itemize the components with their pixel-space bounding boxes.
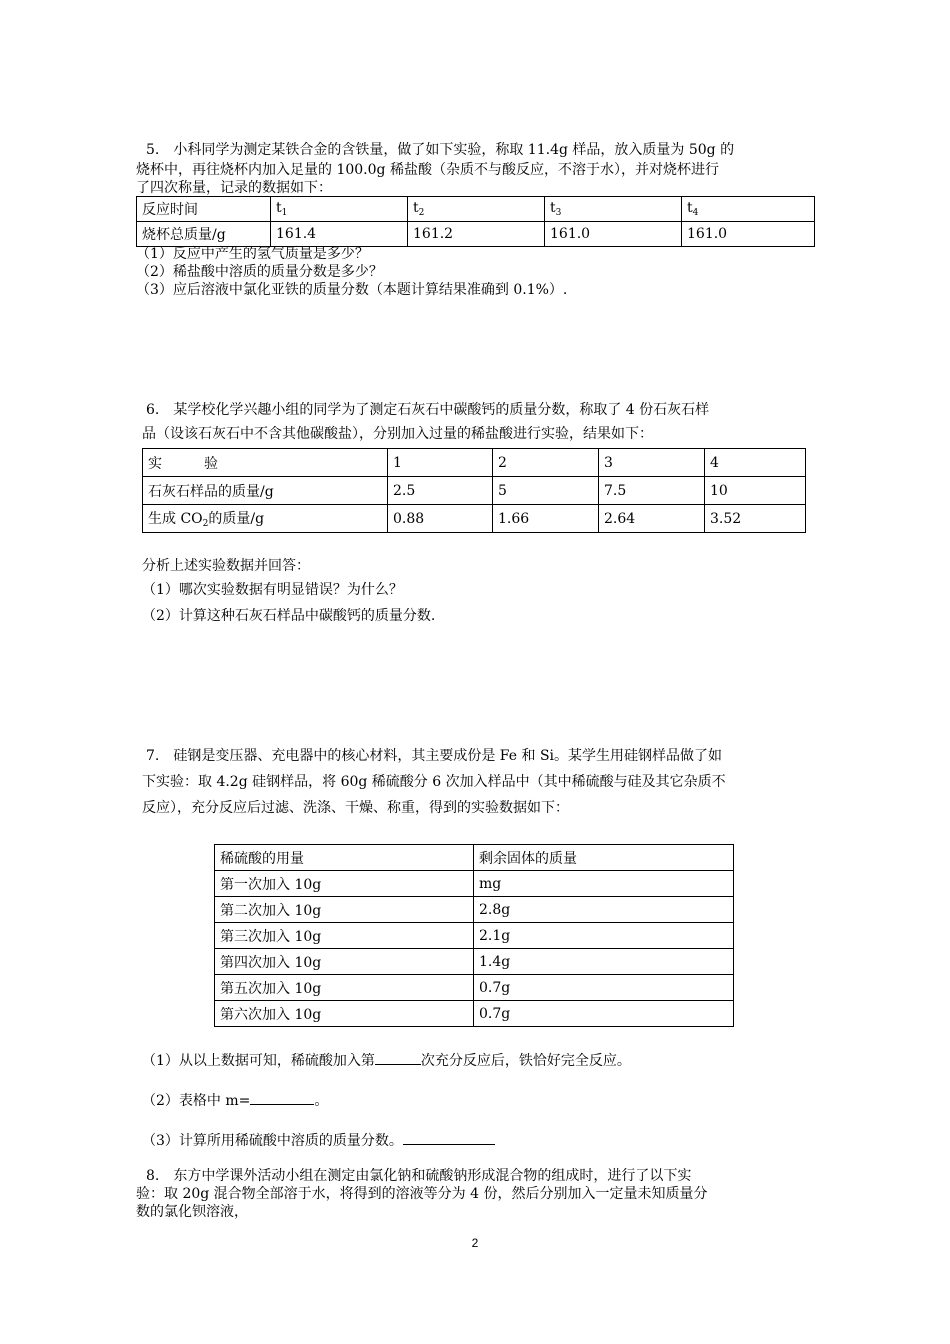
table-row	[215, 923, 734, 949]
q5-table	[136, 196, 815, 247]
q7-question-3: （3）计算所用稀硫酸中溶质的质量分数。	[142, 1130, 495, 1152]
table-cell: 2.1g	[474, 923, 734, 949]
table-row	[215, 845, 734, 871]
table-row	[137, 197, 815, 222]
table-cell: 3	[599, 449, 705, 477]
table-cell: 第三次加入 10g	[215, 923, 474, 949]
q5-question-1: （1）反应中产生的氢气质量是多少？	[136, 246, 369, 262]
q6-question-2: （2）计算这种石灰石样品中碳酸钙的质量分数.	[142, 608, 436, 624]
table-cell: 1.66	[493, 505, 599, 533]
table-cell: 7.5	[599, 477, 705, 505]
q7-question-2: （2）表格中 m= 。	[142, 1090, 328, 1112]
page-number: 2	[471, 1236, 479, 1250]
table-cell: 第六次加入 10g	[215, 1001, 474, 1027]
table-cell: 5	[493, 477, 599, 505]
table-cell: $t_1$	[271, 197, 408, 222]
table-cell: $t_2$	[408, 197, 545, 222]
table-cell: 稀硫酸的用量	[215, 845, 474, 871]
table-row	[215, 897, 734, 923]
q8-line-3: 数的氯化钡溶液，	[136, 1204, 248, 1220]
q6-table	[142, 448, 806, 533]
answer-blank[interactable]	[403, 1130, 495, 1145]
table-cell: 2.5	[388, 477, 493, 505]
table-cell: 161.0	[682, 222, 815, 247]
answer-blank[interactable]	[250, 1090, 314, 1105]
table-cell: $t_3$	[545, 197, 682, 222]
q7-line-3: 反应），充分反应后过滤、洗涤、干燥、称重，得到的实验数据如下：	[142, 800, 569, 816]
q5-line-3: 了四次称量，记录的数据如下：	[136, 180, 332, 196]
table-cell: 3.52	[705, 505, 806, 533]
q5-line-1: 5. 小科同学为测定某铁合金的含铁量，做了如下实验，称取 11.4g 样品，放入质量为 50g 的	[146, 142, 735, 158]
q7-line-2: 下实验：取 4.2g 硅钢样品，将 60g 稀硫酸分 6 次加入样品中（其中稀硫酸与硅及其它杂质不	[142, 774, 726, 790]
table-cell: 第二次加入 10g	[215, 897, 474, 923]
table-cell: mg	[474, 871, 734, 897]
table-row	[215, 871, 734, 897]
table-cell: 石灰石样品的质量/g	[143, 477, 388, 505]
table-cell: 实 验	[143, 449, 388, 477]
q7-table	[214, 844, 734, 1027]
q6-line-1: 6. 某学校化学兴趣小组的同学为了测定石灰石中碳酸钙的质量分数，称取了 4 份石灰石样	[146, 402, 710, 418]
q6-question-1: （1）哪次实验数据有明显错误？为什么？	[142, 582, 403, 598]
table-cell: 1	[388, 449, 493, 477]
table-row	[143, 505, 806, 533]
table-cell: 反应时间	[137, 197, 271, 222]
table-cell: 第五次加入 10g	[215, 975, 474, 1001]
table-cell: 2	[493, 449, 599, 477]
table-row	[143, 449, 806, 477]
table-cell: 2.64	[599, 505, 705, 533]
table-row	[215, 975, 734, 1001]
table-cell: 2.8g	[474, 897, 734, 923]
table-cell: 1.4g	[474, 949, 734, 975]
q7-question-1: （1）从以上数据可知，稀硫酸加入第 次充分反应后，铁恰好完全反应。	[142, 1050, 631, 1072]
table-row	[137, 222, 815, 247]
table-cell: 161.2	[408, 222, 545, 247]
table-cell: 4	[705, 449, 806, 477]
table-row	[143, 477, 806, 505]
table-cell: 第一次加入 10g	[215, 871, 474, 897]
q6-intro: 分析上述实验数据并回答：	[142, 558, 310, 574]
q6-line-2: 品（设该石灰石中不含其他碳酸盐），分别加入过量的稀盐酸进行实验，结果如下：	[142, 426, 653, 442]
q8-line-2: 验：取 20g 混合物全部溶于水，将得到的溶液等分为 4 份，然后分别加入一定量未知质量分	[136, 1186, 708, 1202]
table-cell: 烧杯总质量/g	[137, 222, 271, 247]
answer-blank[interactable]	[375, 1050, 421, 1065]
q5-question-2: （2）稀盐酸中溶质的质量分数是多少？	[136, 264, 383, 280]
table-cell: 剩余固体的质量	[474, 845, 734, 871]
table-cell: 0.7g	[474, 975, 734, 1001]
q7-line-1: 7. 硅钢是变压器、充电器中的核心材料，其主要成份是 Fe 和 Si。某学生用硅钢样品做了如	[146, 748, 723, 764]
table-cell: $t_4$	[682, 197, 815, 222]
table-cell: 10	[705, 477, 806, 505]
table-cell: 0.7g	[474, 1001, 734, 1027]
q8-line-1: 8. 东方中学课外活动小组在测定由氯化钠和硫酸钠形成混合物的组成时，进行了以下实	[146, 1168, 692, 1184]
table-cell: 第四次加入 10g	[215, 949, 474, 975]
table-cell: 生成 $CO_2$的质量/g	[143, 505, 388, 533]
table-row	[215, 1001, 734, 1027]
table-row	[215, 949, 734, 975]
table-cell: 161.0	[545, 222, 682, 247]
q5-question-3: （3）应后溶液中氯化亚铁的质量分数（本题计算结果准确到 0.1%）.	[136, 282, 568, 298]
table-cell: 0.88	[388, 505, 493, 533]
table-cell: 161.4	[271, 222, 408, 247]
q5-line-2: 烧杯中，再往烧杯内加入足量的 100.0g 稀盐酸（杂质不与酸反应，不溶于水），并对烧杯进行	[136, 162, 719, 178]
